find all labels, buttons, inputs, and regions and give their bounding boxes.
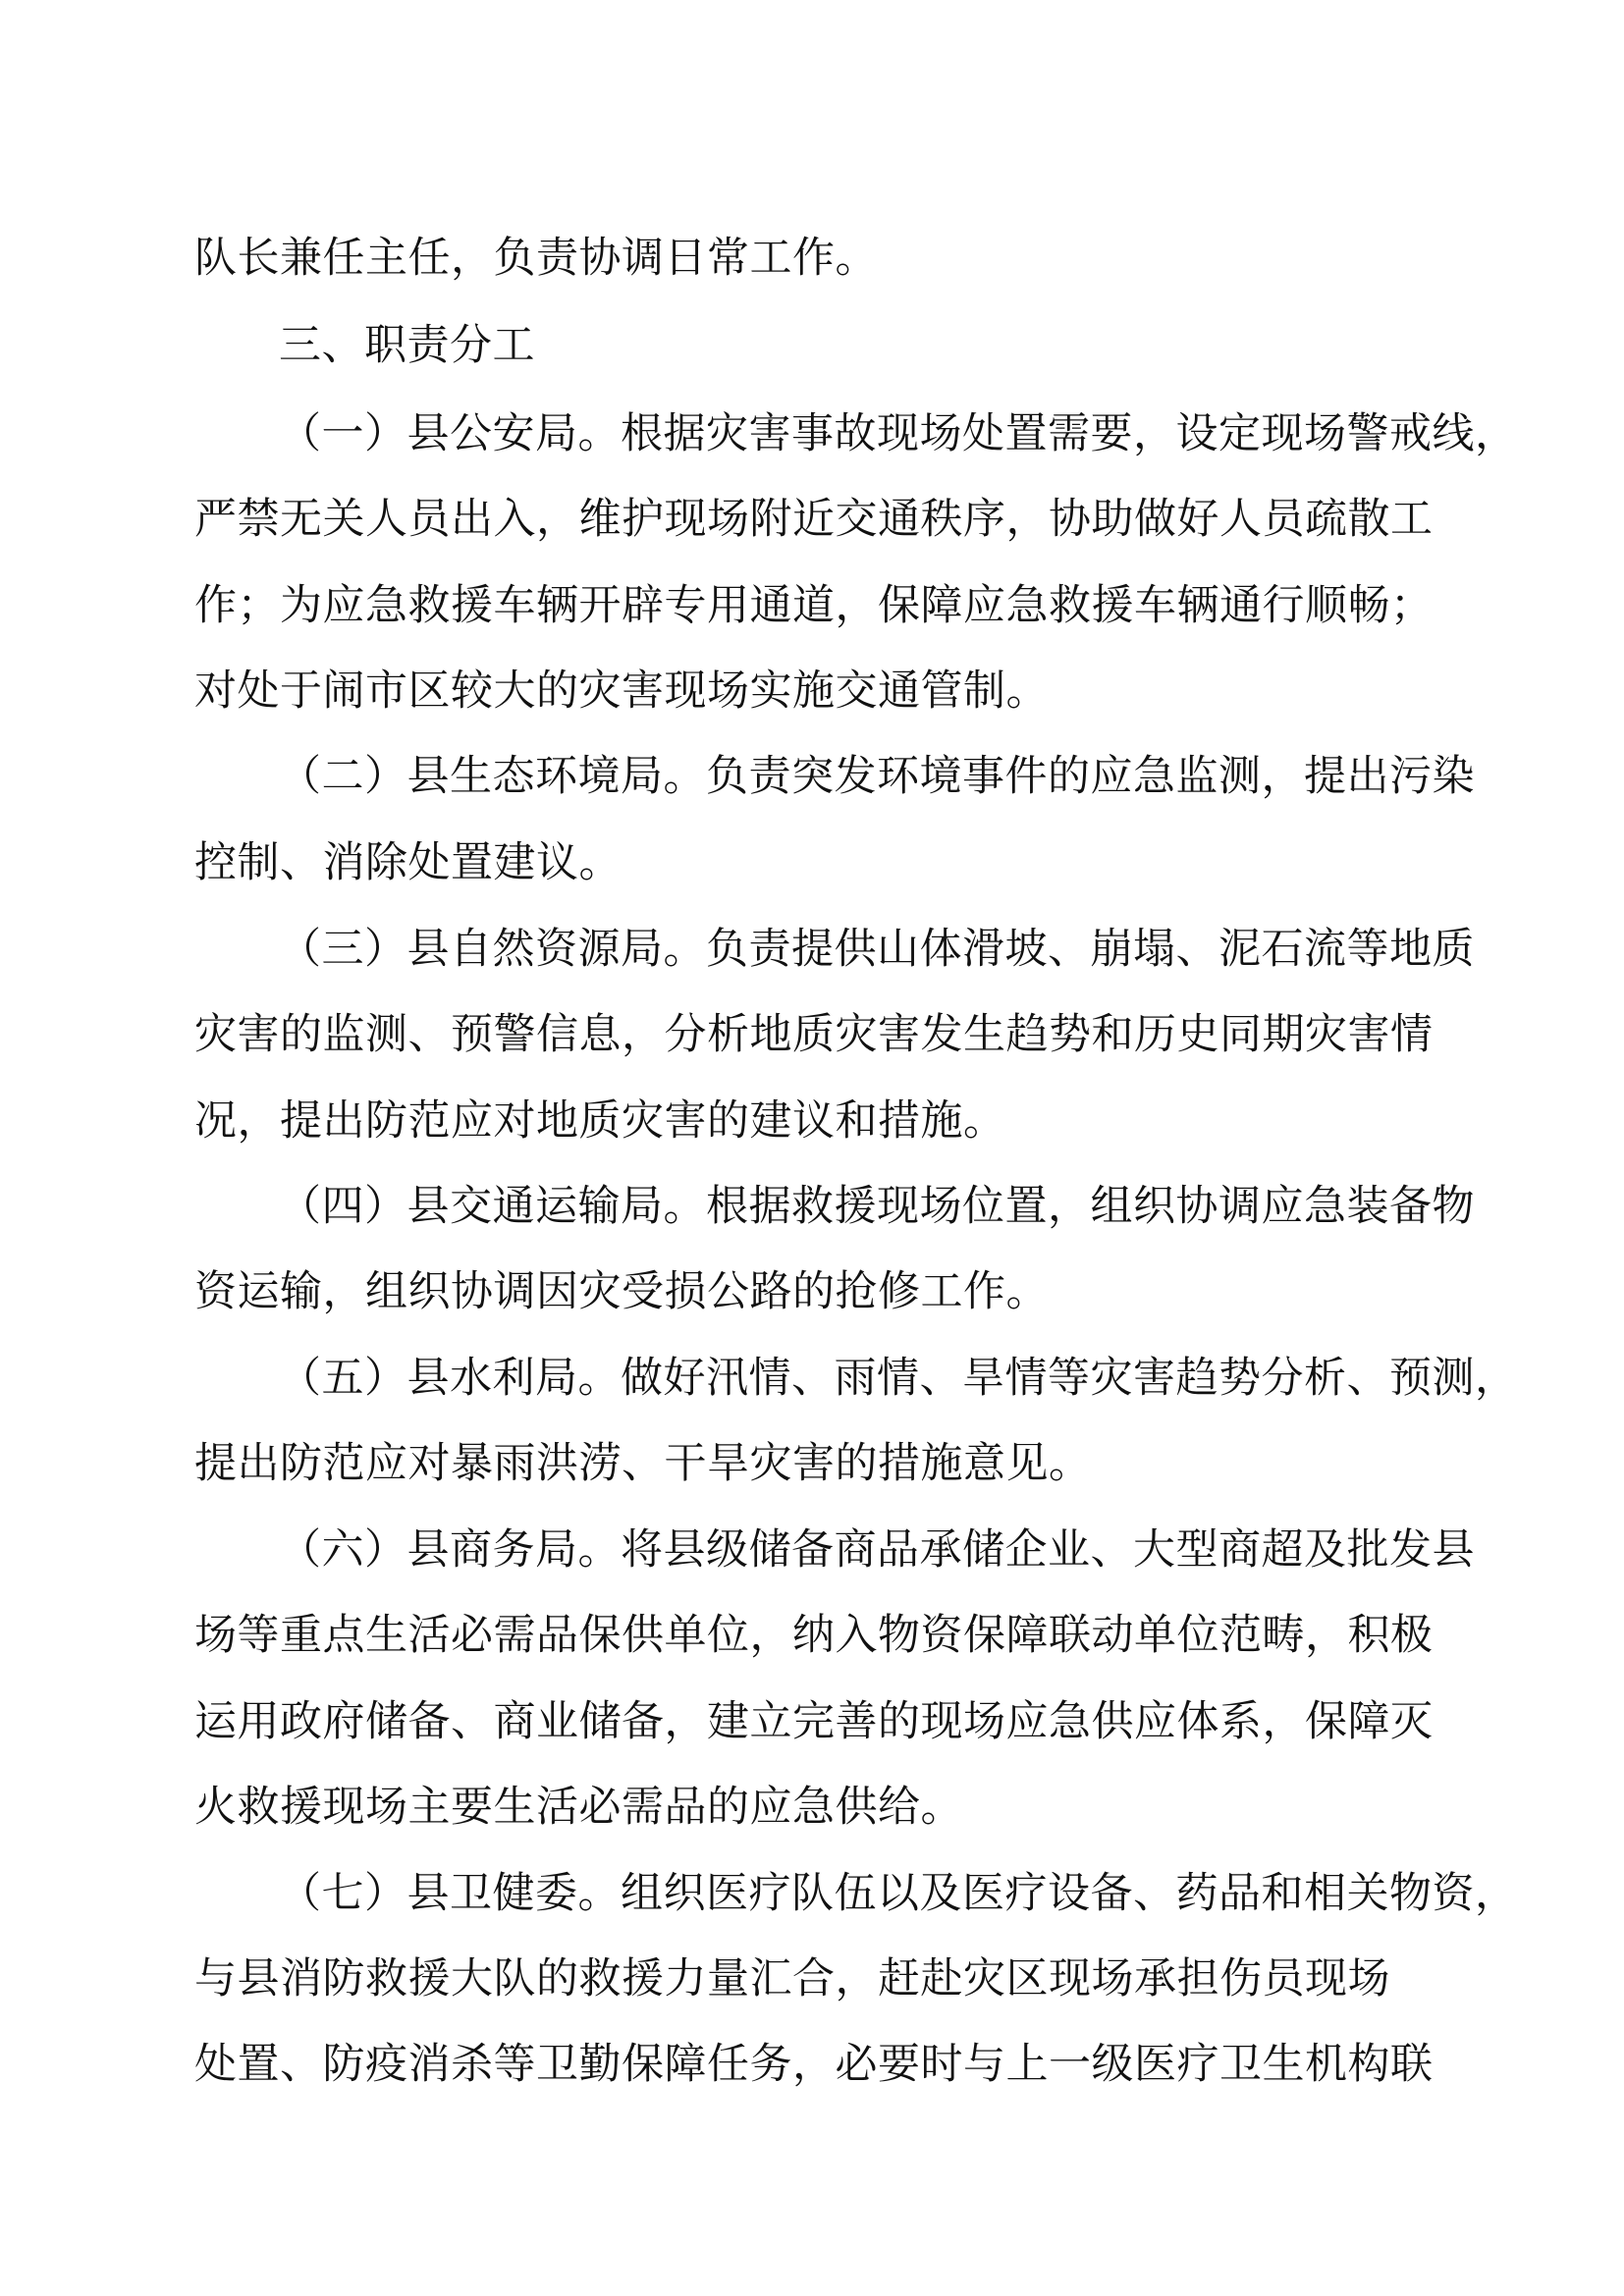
paragraph-line: （二）县生态环境局。负责突发环境事件的应急监测，提出污染 <box>279 752 1475 801</box>
paragraph-line: （四）县交通运输局。根据救援现场位置，组织协调应急装备物 <box>279 1182 1475 1231</box>
paragraph-line: 对处于闹市区较大的灾害现场实施交通管制。 <box>194 667 1049 716</box>
paragraph-line: 况，提出防范应对地质灾害的建议和措施。 <box>194 1096 1006 1146</box>
paragraph-line: 与县消防救援大队的救援力量汇合，赶赴灾区现场承担伤员现场 <box>194 1954 1390 2003</box>
paragraph-line: （七）县卫健委。组织医疗队伍以及医疗设备、药品和相关物资， <box>279 1869 1518 1918</box>
paragraph-line: （五）县水利局。做好汛情、雨情、旱情等灾害趋势分析、预测， <box>279 1354 1518 1403</box>
paragraph-line: （一）县公安局。根据灾害事故现场处置需要，设定现场警戒线， <box>279 409 1518 458</box>
section-heading: 三、职责分工 <box>279 321 535 370</box>
paragraph-line: 运用政府储备、商业储备，建立完善的现场应急供应体系，保障灭 <box>194 1697 1434 1746</box>
paragraph-line: 灾害的监测、预警信息，分析地质灾害发生趋势和历史同期灾害情 <box>194 1010 1434 1059</box>
paragraph-line: （三）县自然资源局。负责提供山体滑坡、崩塌、泥石流等地质 <box>279 925 1475 974</box>
paragraph-line: 队长兼任主任，负责协调日常工作。 <box>194 234 878 283</box>
paragraph-line: 提出防范应对暴雨洪涝、干旱灾害的措施意见。 <box>194 1439 1092 1488</box>
paragraph-line: 资运输，组织协调因灾受损公路的抢修工作。 <box>194 1267 1049 1316</box>
paragraph-line: 处置、防疫消杀等卫勤保障任务，必要时与上一级医疗卫生机构联 <box>194 2040 1434 2089</box>
paragraph-line: 严禁无关人员出入，维护现场附近交通秩序，协助做好人员疏散工 <box>194 495 1434 544</box>
paragraph-line: 场等重点生活必需品保供单位，纳入物资保障联动单位范畴，积极 <box>194 1611 1434 1660</box>
paragraph-line: 作；为应急救援车辆开辟专用通道，保障应急救援车辆通行顺畅； <box>194 581 1434 630</box>
paragraph-line: 火救援现场主要生活必需品的应急供给。 <box>194 1783 963 1832</box>
paragraph-line: 控制、消除处置建议。 <box>194 838 622 887</box>
paragraph-line: （六）县商务局。将县级储备商品承储企业、大型商超及批发县 <box>279 1525 1475 1575</box>
